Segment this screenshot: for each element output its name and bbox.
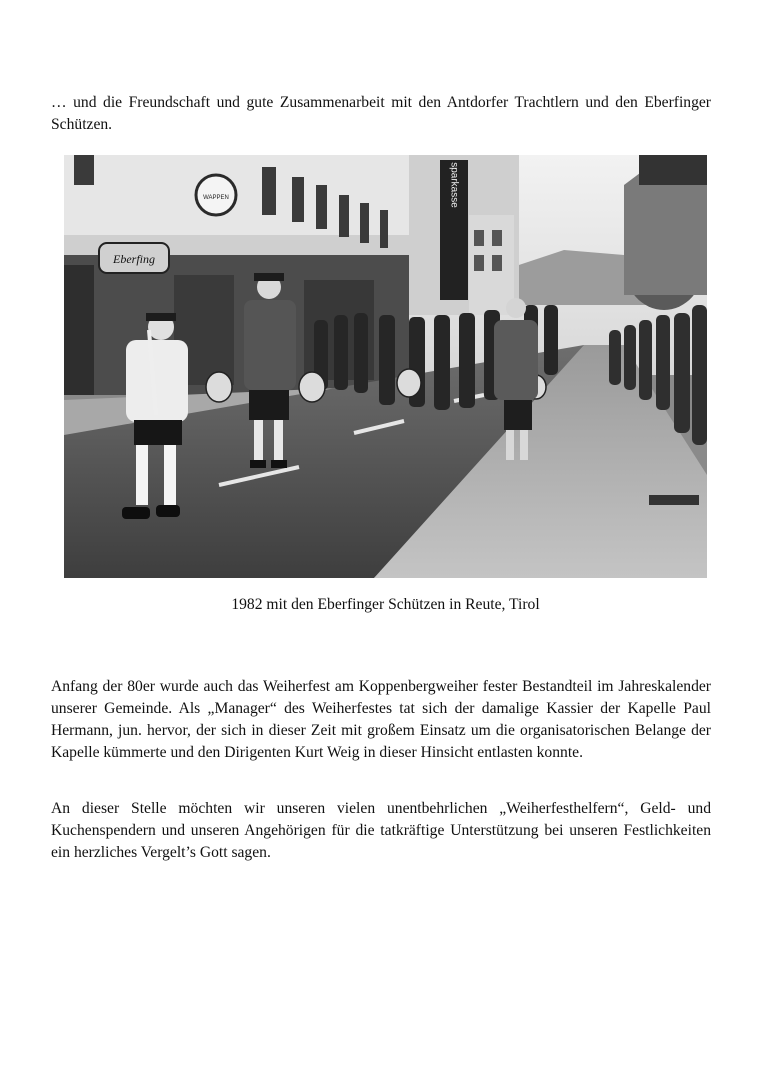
bank-sign-text: sparkasse — [448, 162, 460, 208]
wall-shield-text: WAPPEN — [203, 195, 229, 201]
shop-sign-text: Eberfing — [113, 252, 155, 266]
photo-caption: 1982 mit den Eberfinger Schützen in Reute, Tirol — [231, 596, 540, 613]
weiherfest-paragraph: Anfang der 80er wurde auch das Weiherfest am Koppenbergweiher fester Bestandteil im Jahreskalender unserer Gemeinde. Als „Manager“ des Weiherfestes tat sich der damalige Kassier der Kapelle Paul Hermann, jun. hervor, der sich in dieser Zeit mit großem Einsatz um die organisatorischen Belange der Kapelle kümmerte und den Dirigenten Kurt Weig in dieser Hinsicht entlasten konnte. — [51, 678, 711, 761]
thanks-paragraph: An dieser Stelle möchten wir unseren vielen unentbehrlichen „Weiherfesthelfern“, Geld- und Kuchenspendern und unseren Angehörigen für die tatkräftige Unterstützung bei unseren Festlichkeiten ein herzliches Vergelt’s Gott sagen. — [51, 800, 711, 861]
parade-photo — [64, 155, 707, 578]
intro-paragraph: … und die Freundschaft und gute Zusammenarbeit mit den Antdorfer Trachtlern und den Eberfinger Schützen. — [51, 94, 711, 133]
